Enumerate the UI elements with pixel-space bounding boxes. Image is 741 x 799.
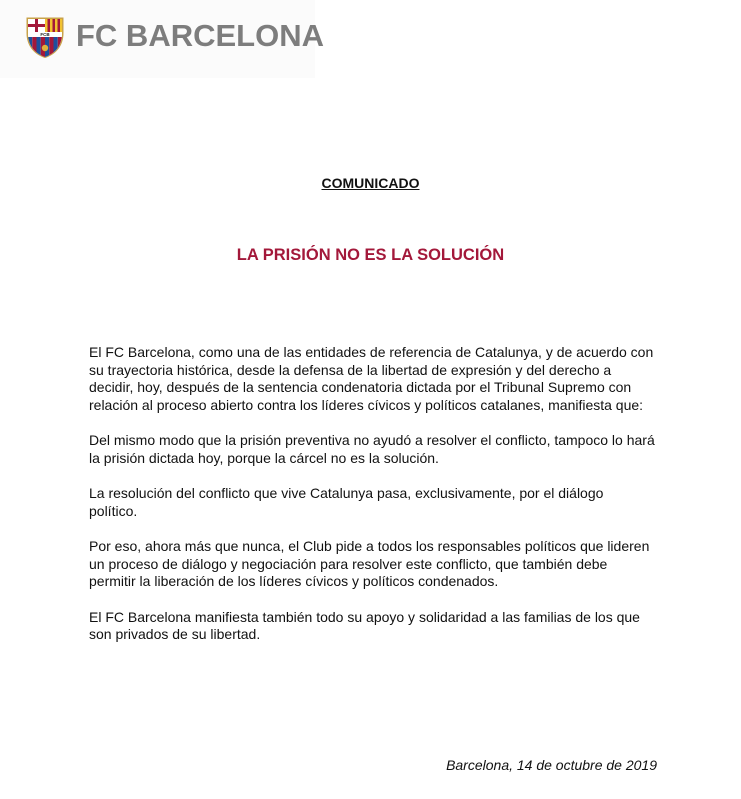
body-paragraph: Por eso, ahora más que nunca, el Club pide a todos los responsables políticos que lideren un proceso de diálogo y negociación para resolver este conflicto, que también debe permitir la liberación de los líderes cívicos y políticos condenados. (89, 538, 650, 589)
body-paragraph: La resolución del conflicto que vive Catalunya pasa, exclusivamente, por el diálogo político. (89, 485, 604, 519)
body-paragraph: El FC Barcelona manifiesta también todo su apoyo y solidaridad a las familias de los que son privados de su libertad. (89, 608, 640, 642)
body-paragraph: El FC Barcelona, como una de las entidades de referencia de Catalunya, y de acuerdo con su trayectoria histórica, desde la defensa de la libertad de expresión y del derecho a decidir, hoy, después de la sentencia condenatoria dictada por el Tribunal Supremo con relación al proceso abierto contra los líderes cívicos y políticos catalanes, manifiesta que: (89, 344, 654, 413)
document-headline: LA PRISIÓN NO ES LA SOLUCIÓN (236, 246, 505, 264)
document-label: COMUNICADO (321, 175, 420, 191)
place-date-signature: Barcelona, 14 de octubre de 2019 (446, 757, 657, 773)
document-body (89, 344, 655, 662)
svg-text:FCB: FCB (40, 32, 50, 37)
brand-name: FC BARCELONA (76, 18, 324, 53)
body-paragraph: Del mismo modo que la prisión preventiva no ayudó a resolver el conflicto, tampoco lo hará la prisión dictada hoy, porque la cárcel no es la solución. (89, 432, 655, 466)
page-header (0, 0, 324, 78)
fc-barcelona-crest-icon (22, 13, 68, 59)
